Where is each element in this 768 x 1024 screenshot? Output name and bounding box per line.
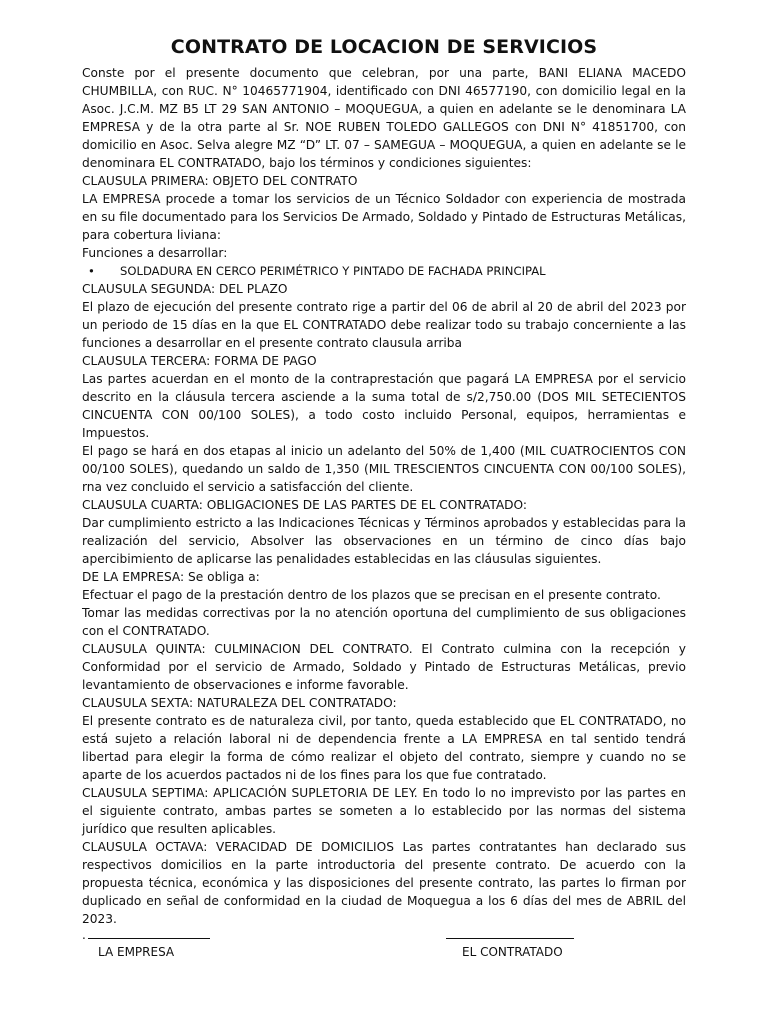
clause-6-heading: CLAUSULA SEXTA: NATURALEZA DEL CONTRATADO: (82, 696, 397, 710)
clause-4-body: Dar cumplimiento estricto a las Indicaciones Técnicas y Términos aprobados y establecidas para la realización del servicio, Absolver las observaciones en un término de cinco días bajo apercibimiento de aplicarse las penalidades establecidas en las cláusulas siguientes. (82, 516, 686, 566)
company-obligations-heading: DE LA EMPRESA: Se obliga a: (82, 570, 260, 584)
clause-3-heading: CLAUSULA TERCERA: FORMA DE PAGO (82, 354, 317, 368)
function-item-text: SOLDADURA EN CERCO PERIMÉTRICO Y PINTADO DE FACHADA PRINCIPAL (120, 264, 546, 278)
clause-8-paragraph: CLAUSULA OCTAVA: VERACIDAD DE DOMICILIOS Las partes contratantes han declarado sus respectivos domicilios en la parte introductoria del presente contrato. De acuerdo con la propuesta técnica, económica y las disposiciones del presente contrato, las partes lo firman por duplicado en señal de conformidad en la ciudad de Moquegua a los 6 días del mes de ABRIL del 2023. (82, 840, 686, 926)
company-signature (82, 926, 210, 959)
clause-5-paragraph: CLAUSULA QUINTA: CULMINACION DEL CONTRATO. El Contrato culmina con la recepción y Conformidad por el servicio de Armado, Soldado y Pintado de Estructuras Metálicas, previo levantamiento de observaciones e informe favorable. (82, 642, 686, 692)
bullet-icon: • (88, 264, 95, 278)
clause-3-body: Las partes acuerdan en el monto de la contraprestación que pagará LA EMPRESA por el servicio descrito en la cláusula tercera asciende a la suma total de s/2,750.00 (DOS MIL SETECIENTOS CINCUENTA CON 00/100 SOLES), a todo costo incluido Personal, equipos, herramientas e Impuestos. (82, 372, 686, 440)
clause-6-body: El presente contrato es de naturaleza civil, por tanto, queda establecido que EL CONTRATADO, no está sujeto a relación laboral ni de dependencia frente a LA EMPRESA en tal sentido tendrá libertad para elegir la forma de cómo realizar el objeto del contrato, siempre y cuando no se aparte de los acuerdos pactados ni de los fines para los que fue contratado. (82, 714, 686, 782)
clause-3-payment-stages: El pago se hará en dos etapas al inicio un adelanto del 50% de 1,400 (MIL CUATROCIENTOS CON 00/100 SOLES), quedando un saldo de 1,350 (MIL TRESCIENTOS CINCUENTA CON 00/100 SOLES), rna vez concluido el servicio a satisfacción del cliente. (82, 444, 686, 494)
contract-page (82, 36, 686, 928)
function-list-item (82, 262, 686, 280)
signature-lead-mark: . (82, 928, 86, 942)
clause-1-heading: CLAUSULA PRIMERA: OBJETO DEL CONTRATO (82, 174, 358, 188)
clause-2-heading: CLAUSULA SEGUNDA: DEL PLAZO (82, 282, 288, 296)
company-obligation-1: Efectuar el pago de la prestación dentro de los plazos que se precisan en el presente contrato. (82, 588, 661, 602)
clause-7-paragraph: CLAUSULA SEPTIMA: APLICACIÓN SUPLETORIA DE LEY. En todo lo no imprevisto por las partes en el siguiente contrato, ambas partes se someten a lo establecido por las normas del sistema jurídico que resulten aplicables. (82, 786, 686, 836)
contractor-signature-label: EL CONTRATADO (462, 945, 563, 959)
company-obligation-2: Tomar las medidas correctivas por la no atención oportuna del cumplimiento de sus obligaciones con el CONTRATADO. (82, 606, 686, 638)
functions-heading: Funciones a desarrollar: (82, 246, 228, 260)
clause-4-heading: CLAUSULA CUARTA: OBLIGACIONES DE LAS PARTES DE EL CONTRATADO: (82, 498, 528, 512)
document-title: CONTRATO DE LOCACION DE SERVICIOS (170, 36, 598, 58)
intro-paragraph: Conste por el presente documento que celebran, por una parte, BANI ELIANA MACEDO CHUMBILLA, con RUC. N° 10465771904, identificado con DNI 46577190, con domicilio legal en la Asoc. J.C.M. MZ B5 LT 29 SAN ANTONIO – MOQUEGUA, a quien en adelante se le denominara LA EMPRESA y de la otra parte al Sr. NOE RUBEN TOLEDO GALLEGOS con DNI N° 41851700, con domicilio en Asoc. Selva alegre MZ “D” LT. 07 – SAMEGUA – MOQUEGUA, a quien en adelante se le denominara EL CONTRATADO, bajo los términos y condiciones siguientes: (82, 66, 686, 170)
company-signature-line (88, 926, 210, 939)
contractor-signature-line (446, 926, 574, 939)
contractor-signature (446, 926, 574, 959)
clause-2-body: El plazo de ejecución del presente contrato rige a partir del 06 de abril al 20 de abril del 2023 por un periodo de 15 días en la que EL CONTRATADO debe realizar todo su trabajo concerniente a las funciones a desarrollar en el presente contrato clausula arriba (82, 300, 686, 350)
clause-1-body: LA EMPRESA procede a tomar los servicios de un Técnico Soldador con experiencia de mostrada en su file documentado para los Servicios De Armado, Soldado y Pintado de Estructuras Metálicas, para cobertura liviana: (82, 192, 686, 242)
signature-block (82, 926, 686, 966)
company-signature-label: LA EMPRESA (98, 945, 175, 959)
